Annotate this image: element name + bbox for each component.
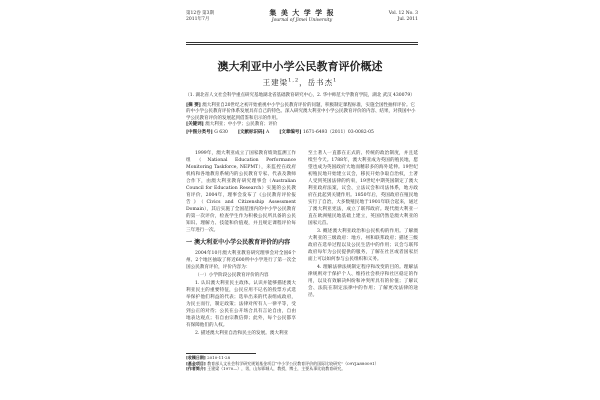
article-title: 澳大利亚中小学公民教育评价概述 — [217, 60, 383, 73]
author-line — [150, 77, 450, 88]
bio-value: 王建梁（1970—），男，山东郓城人，教授，博士，主要从事比较教育研究。 — [207, 366, 346, 371]
abstract — [186, 103, 418, 122]
body-paragraph: 4. 理解法律法规制定程序和改变的目的。理解法律规则对于保护个人、维持社会秩序和社区稳定的作用，以及有效解决纠纷和冲突所具有的价值；了解议会、法院在制定法律中的作用；了解更改法律的途径。 — [308, 265, 418, 298]
article-number-label: [文章编号] — [279, 129, 302, 135]
article-number-value: 1671-6493（2011）03-0082-05 — [302, 129, 374, 135]
author-affiliation-mark: 1 — [333, 77, 338, 84]
journal-name-cn: 集 美 大 学 学 报 — [269, 8, 335, 17]
body-paragraph: 3. 概述澳大利亚政治和公民机构的作用。了解澳大利亚的三级政府：地方、州和联邦政府；描述三级政府在选举过程以及公民生活中的作用；议会与联邦政府每年为公民提供的服务，了解在社区或者国家层面上可以如何参与公民组织和义务。 — [308, 229, 418, 262]
author-name: 岳书杰 — [307, 78, 334, 87]
body-column-left — [186, 150, 296, 338]
keywords — [186, 122, 418, 128]
body-paragraph: 1. 认识澳大利亚民主政体。认识并能够描述澳大利亚民主的重要特征，公民应用不记名的投票方式选举保护他们利益的代表；选举出来的代表组成政府，为民主而行，制定政策；法律对所有人一律平等，受到公正的对待；公民在公开场合具有言论自由，自由地表达观点；有自由宗教信仰；此外，每个公民都享有保障他们的人权。 — [186, 281, 296, 328]
abstract-text: 澳大利亚自20世纪之初开始重视中小学公民教育评价的问题，积极制定课程标准，实施全国性抽样评价。它的中小学公民教育评价体系发展具有自己的特色。深入研究澳大利亚中小学公民教育评价的内容、结果，对我国中小学公民教育评价的发展起到借鉴和启示的作用。 — [186, 103, 416, 121]
journal-header — [186, 6, 418, 40]
issue-info-en — [389, 11, 418, 23]
bio-label: [作者简介] — [186, 366, 206, 371]
abstract-block — [186, 103, 418, 136]
fund-label: [基金项目] — [186, 360, 206, 366]
body-paragraph: 至土著人一直都在正式的、传统的政治制度，并且延续至今天。1788年，澳大利亚成为英国的殖民地，愿望也成为英国政府大地而精彩多的海外延伸。19世纪初殖民地开始建立议会，移民开始争取自治权，土著人受到英国法律的约束，19世纪中期英国制定了澳大利亚政府法案，议会、立法议会和司法体系，地方政府在此起到关键作用。1850年后，英国政府在殖民地实行了自治，大多数殖民地于1901年联合起来，通过了澳大利亚宪法，成立了联邦政府。现代澳大利亚一直在欧洲殖民地基础上建立，英国仍然是澳大利亚的国家元首。 — [308, 151, 418, 226]
abstract-label: [摘 要] — [186, 103, 201, 108]
article-number-field — [279, 130, 374, 136]
doc-code-label: [文献标识码] — [237, 129, 265, 135]
footnote — [186, 355, 418, 372]
classification-line — [186, 130, 418, 136]
volume-issue-en: Vol. 12 No. 3 — [388, 11, 418, 16]
clc-field — [186, 130, 228, 136]
fund-value: 教育部人文社会科学研究规划基金项目“中小学公民教育评价的国际比较研究”（09YJA880091） — [207, 360, 379, 366]
date-cn: 2011年7月 — [186, 17, 210, 22]
affiliation: （1. 湖北省人文社会科学重点研究基地湖北省基础教育研究中心，2. 华中师范大学教育学院，湖北 武汉 430079） — [185, 93, 415, 98]
received-value: 2010-11-28 — [207, 355, 231, 360]
header-rule — [186, 42, 418, 43]
keywords-label: [关键词] — [186, 122, 204, 128]
author-separator: ， — [299, 78, 308, 87]
clc-value: G 630 — [214, 129, 228, 135]
header-rule-thin — [186, 44, 418, 45]
body-paragraph: 2004年10月澳大利亚教育研究理事会对全国6个州、2个地区抽取了将近600所中小学进行了第一次全国公民教育评价，评价内容为： — [186, 251, 296, 270]
clc-label: [中图分类号] — [186, 129, 213, 135]
body-paragraph: 1999年，澳大利亚成立了国家教育绩效监测工作组（National Education Performance Monitoring Taskforce, NEPMT），来监控在政府机构和各地教育系统内的公民教育专家、代表及教师合作下，由澳大利亚教育研究理事会（Australian Council for Education Research）实施的公民教育评价，2004年，理事会发布了《公民教育评价报告》（Civics and Citizenship Assessment Domain），其后实施了全国范围内的中小学公民教育的第一次评价，检查学生作为积极公民所具备的公民知识、理解力、技能和价值观，并且规定课程评价每三年进行一次。 — [186, 151, 296, 233]
author-bio — [186, 366, 418, 372]
volume-issue-cn: 第12卷 第3期 — [186, 11, 215, 16]
subsection-heading: （一）小学阶段公民教育评价的内容 — [195, 273, 269, 278]
author-affiliation-mark: 1,2 — [288, 77, 300, 84]
author-name: 王建梁 — [262, 78, 289, 87]
footnote-rule — [186, 353, 256, 354]
doc-code-field — [238, 130, 269, 136]
keywords-text: 澳大利亚；中小学；公民教育；评价 — [205, 122, 278, 128]
journal-name — [186, 8, 418, 24]
journal-name-en: Journal of Jimei University — [271, 18, 333, 23]
date-en: Jul. 2011 — [397, 17, 418, 22]
doc-code-value: A — [266, 129, 270, 135]
section-heading: 一 澳大利亚中小学公民教育评价的内容 — [186, 239, 291, 246]
body-paragraph: 2. 描述澳大利亚自治和民主的发展。澳大利亚 — [195, 331, 289, 336]
received-label: [收稿日期] — [186, 355, 206, 360]
body-column-right — [308, 150, 418, 300]
